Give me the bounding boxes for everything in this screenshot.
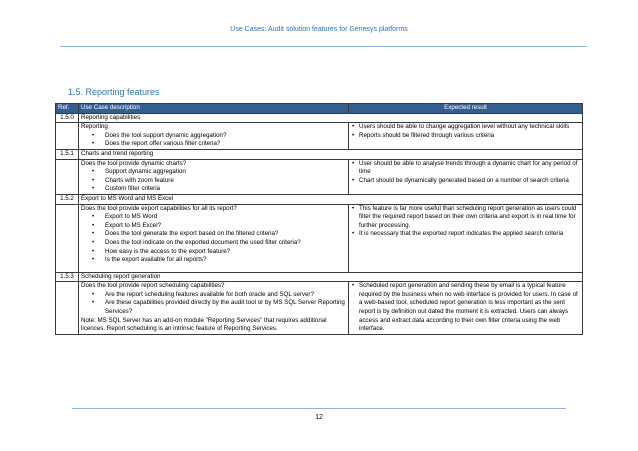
criterion-item: • Export to MS Excel?	[105, 222, 346, 231]
expected-list	[351, 123, 580, 140]
expected-item: • User should be able to analyse trends through a dynamic chart for any period of time	[359, 160, 580, 177]
page-number: 12	[315, 414, 323, 421]
table-row	[56, 282, 583, 335]
expected-item: • Scheduled report generation and sending these by email is a typical feature required by the business when no web interface is provided for users. In case of a web-based tool, scheduled report generation is less important as the sent report is by definition out dated the moment it is extracted. Users can always access and extract data according to their own filter criteria using the web interface.	[359, 282, 580, 334]
ref-spacer-cell	[56, 123, 79, 150]
row-title: Export to MS Word and MS Excel	[79, 194, 583, 204]
column-header-description: Use Case description	[79, 104, 349, 114]
criteria-list	[81, 291, 346, 317]
use-case-table	[55, 103, 583, 335]
table-section-row	[56, 149, 583, 159]
criterion-item: • How easy is the access to the export feature?	[105, 248, 346, 257]
table-row	[56, 123, 583, 150]
row-ref: 1.5.3	[56, 272, 79, 282]
expected-item: • Users should be able to change aggregation level without any technical skills	[359, 123, 580, 132]
expected-cell	[349, 159, 583, 194]
row-question: Does the tool provide report scheduling capabilities?	[81, 282, 225, 290]
row-note: Note: MS SQL Server has an add-on module "Reporting Services" that requires additional licences. Report scheduling is an intrinsic feature of Reporting Services.	[81, 316, 327, 333]
table-header-row	[56, 104, 583, 114]
row-title: Scheduling report generation	[79, 272, 583, 282]
expected-cell	[349, 204, 583, 272]
row-title: Charts and trend reporting	[79, 149, 583, 159]
expected-cell	[349, 123, 583, 150]
criterion-item: • Are these capabilities provided directly by the audit tool or by MS SQL Server Reporting Services?	[105, 299, 346, 316]
criterion-item: • Is the export available for all reports?	[105, 256, 346, 265]
expected-item: • Chart should be dynamically generated based on a number of search criteria	[359, 177, 580, 186]
table-section-row	[56, 194, 583, 204]
criterion-item: • Does the tool indicate on the exported document the used filter criteria?	[105, 239, 346, 248]
expected-list	[351, 160, 580, 186]
criterion-item: • Does the tool generate the export based on the filtered criteria?	[105, 230, 346, 239]
ref-spacer-cell	[56, 159, 79, 194]
criterion-item: • Support dynamic aggregation	[105, 168, 346, 177]
row-question: Does the tool provide export capabilities for all its report?	[81, 204, 237, 212]
expected-cell	[349, 282, 583, 335]
expected-item: • It is necessary that the exported report indicates the applied search criteria	[359, 230, 580, 239]
column-header-ref: Ref.	[56, 104, 79, 114]
expected-list	[351, 205, 580, 239]
description-cell	[79, 123, 349, 150]
criterion-item: • Custom filter criteria	[105, 185, 346, 194]
criteria-list	[81, 213, 346, 265]
row-title: Reporting capabilities	[79, 113, 583, 123]
section-title: 1.5. Reporting features	[68, 87, 160, 97]
row-question: Does the tool provide dynamic charts?	[81, 159, 187, 167]
header-divider	[60, 46, 587, 47]
footer-divider	[72, 408, 566, 409]
ref-spacer-cell	[56, 204, 79, 272]
criterion-item: • Are the report scheduling features available for both oracle and SQL server?	[105, 291, 346, 300]
table-row	[56, 159, 583, 194]
row-ref: 1.5.2	[56, 194, 79, 204]
expected-item: • Reports should be filtered through various criteria	[359, 132, 580, 141]
row-question: Reporting	[81, 123, 108, 131]
description-cell	[79, 159, 349, 194]
criteria-list	[81, 168, 346, 194]
criterion-item: • Export to MS Word	[105, 213, 346, 222]
expected-item: • This feature is far more useful than scheduling report generation as users could filter the required report based on their own criteria and export is in real time for further processing.	[359, 205, 580, 231]
column-header-expected: Expected result	[349, 104, 583, 114]
description-cell	[79, 204, 349, 272]
document-header: Use Cases: Audit solution features for Genesys platforms	[230, 26, 408, 33]
row-ref: 1.5.1	[56, 149, 79, 159]
ref-spacer-cell	[56, 282, 79, 335]
table-row	[56, 204, 583, 272]
criterion-item: • Does the report offer various filter criteria?	[105, 140, 346, 149]
row-ref: 1.5.0	[56, 113, 79, 123]
criterion-item: • Does the tool support dynamic aggregation?	[105, 132, 346, 141]
criterion-item: • Charts with zoom feature	[105, 177, 346, 186]
expected-list	[351, 282, 580, 334]
description-cell	[79, 282, 349, 335]
criteria-list	[81, 132, 346, 149]
table-section-row	[56, 113, 583, 123]
table-section-row	[56, 272, 583, 282]
